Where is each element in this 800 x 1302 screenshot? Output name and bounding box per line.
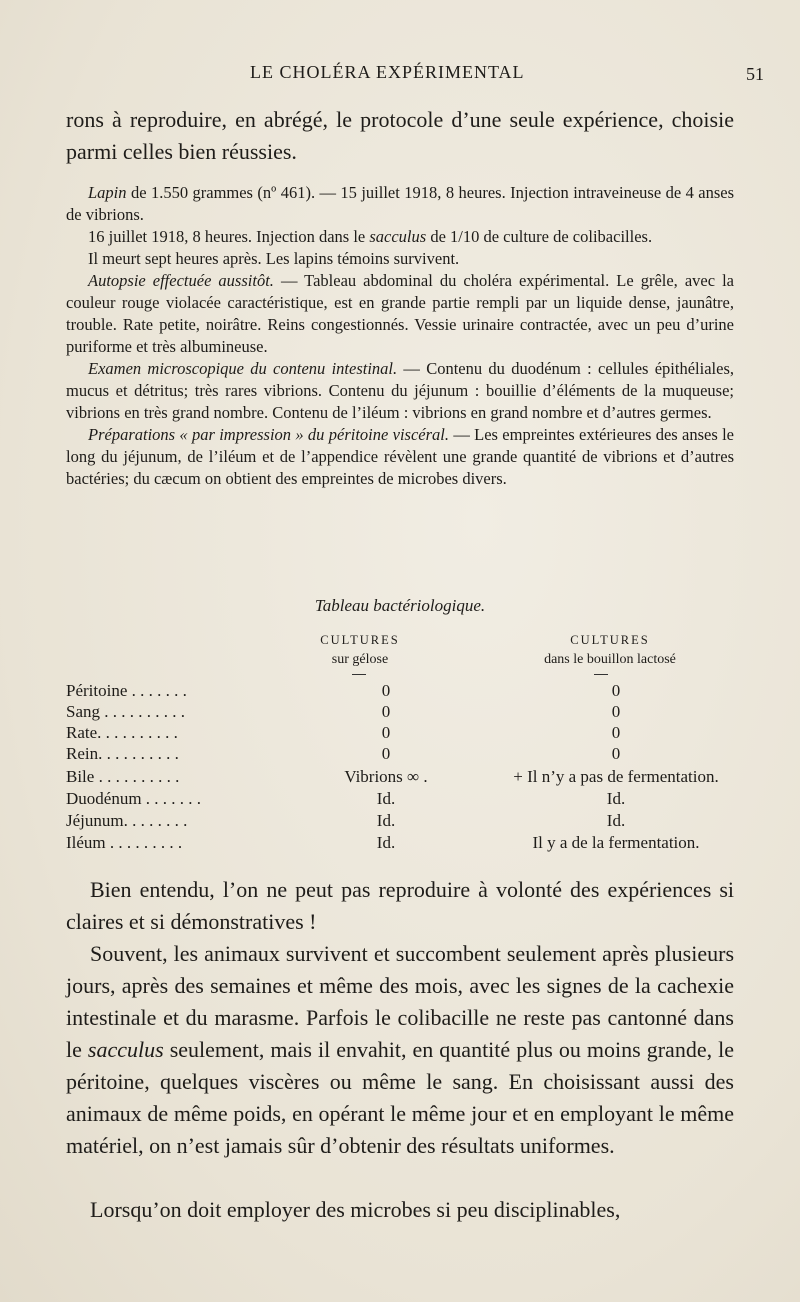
cell-gelose: 0 — [381, 681, 391, 700]
autopsy-text: — Tableau abdominal du choléra expérimental. Le grêle, avec la couleur rouge violacée caractéristique, est en grande partie rempli par un liquide dense, jaunâtre, trouble. Rate petite, noirâtre. Reins congestionnés. Vessie urinaire contractée, avec un peu d’urine puriforme et très albumineuse. — [66, 271, 734, 356]
column-header-caps: CULTURES — [320, 633, 400, 647]
cell-bouillon: Id. — [606, 789, 626, 808]
column-rule — [594, 674, 608, 675]
preparation-text: — Les empreintes extérieures des anses le long du jéjunum, de l’iléum et de l’appendice révèlent une grande quantité de vibrions et d’autres bactéries; du cæcum on obtient des empreintes de microbes divers. — [66, 425, 734, 488]
cell-gelose: 0 — [381, 744, 391, 763]
protocol-text: de 1/10 de culture de colibacilles. — [426, 227, 653, 246]
row-label: Bile . . . . . . . . . . — [66, 767, 180, 786]
column-header-bouillon — [520, 630, 700, 670]
paragraph-text: Souvent, les animaux survivent et succombent seulement après plusieurs jours, après des semaines et même des mois, avec les signes de la cachexie intestinale et du marasme. Parfois le colibacille ne reste pas cantonné dans le — [66, 941, 734, 1062]
paragraph-intro: rons à reproduire, en abrégé, le protocole d’une seule expérience, choisie parmi celles bien réussies. — [66, 107, 734, 164]
preparation-paragraph — [66, 424, 734, 490]
paragraph-bien-entendu: Bien entendu, l’on ne peut pas reproduire à volonté des expériences si claires et si démonstratives ! — [66, 877, 734, 934]
paragraph-lorsquon: Lorsqu’on doit employer des microbes si peu disciplinables, — [90, 1197, 621, 1222]
page-header — [0, 62, 800, 88]
protocol-line-1 — [66, 182, 734, 226]
cell-gelose: Id. — [376, 811, 396, 830]
paragraph-souvent — [66, 938, 734, 1162]
autopsy-paragraph — [66, 270, 734, 358]
cell-gelose: Id. — [376, 833, 396, 852]
exam-text: — Contenu du duodénum : cellules épithéliales, mucus et détritus; très rares vibrions. Contenu du jéjunum : bouillie d’éléments de la muqueuse; vibrions en très grand nombre. Contenu de l’iléum : vibrions en grand nombre et d’autres germes. — [66, 359, 734, 422]
table-row — [66, 681, 766, 703]
row-label: Rein. . . . . . . . . . — [66, 744, 179, 763]
column-header-sub: dans le bouillon lactosé — [544, 652, 676, 667]
cell-gelose: Vibrions ∞ . — [344, 767, 428, 786]
protocol-line-2 — [66, 226, 734, 248]
cell-gelose: 0 — [381, 702, 391, 721]
column-header-caps: CULTURES — [570, 633, 650, 647]
cell-bouillon: 0 — [611, 681, 621, 700]
table-row — [66, 723, 766, 745]
column-rule — [352, 674, 366, 675]
table-title: Tableau bactériologique. — [314, 596, 486, 615]
row-label: Duodénum . . . . . . . — [66, 789, 202, 808]
table-row — [66, 744, 766, 766]
row-label: Péritoine . . . . . . . — [66, 681, 187, 700]
column-header-gelose — [300, 630, 420, 670]
protocol-text: 16 juillet 1918, 8 heures. Injection dans le — [88, 227, 370, 246]
paragraph-italic: sacculus — [87, 1037, 164, 1062]
table-row — [66, 767, 766, 789]
protocol-text: de 1.550 grammes (nº 461). — 15 juillet 1918, 8 heures. Injection intraveineuse de 4 anses de vibrions. — [66, 183, 734, 224]
protocol-block — [66, 182, 734, 490]
cell-bouillon: Id. — [606, 811, 626, 830]
autopsy-lead: Autopsie effectuée aussitôt. — [88, 271, 274, 290]
cell-gelose: Id. — [376, 789, 396, 808]
table-row — [66, 702, 766, 724]
protocol-italic: sacculus — [369, 227, 427, 246]
page-number: 51 — [746, 64, 764, 84]
exam-lead: Examen microscopique du contenu intestinal. — [88, 359, 398, 378]
cell-bouillon: 0 — [611, 723, 621, 742]
column-header-sub: sur gélose — [331, 652, 389, 667]
cell-bouillon: 0 — [611, 702, 621, 721]
row-label: Jéjunum. . . . . . . . — [66, 811, 188, 830]
row-label: Rate. . . . . . . . . . — [66, 723, 178, 742]
preparation-lead: Préparations « par impression » du péritoine viscéral. — [88, 425, 449, 444]
cell-bouillon: + Il n’y a pas de fermentation. — [513, 767, 719, 786]
protocol-line-3: Il meurt sept heures après. Les lapins témoins survivent. — [88, 249, 460, 268]
paragraph-text: seulement, mais il envahit, en quantité plus ou moins grande, le péritoine, quelques viscères ou même le sang. En choisissant aussi des animaux de même poids, en opérant le même jour et en employant le même matériel, on n’est jamais sûr d’obtenir des résultats uniformes. — [66, 1037, 734, 1158]
row-label: Iléum . . . . . . . . . — [66, 833, 183, 852]
row-label: Sang . . . . . . . . . . — [66, 702, 185, 721]
cell-bouillon: Il y a de la fermentation. — [532, 833, 700, 852]
cell-bouillon: 0 — [611, 744, 621, 763]
exam-paragraph — [66, 358, 734, 424]
cell-gelose: 0 — [381, 723, 391, 742]
table-row — [66, 789, 766, 811]
protocol-lead: Lapin — [88, 183, 127, 202]
table-row — [66, 833, 766, 855]
table-row — [66, 811, 766, 833]
running-title: LE CHOLÉRA EXPÉRIMENTAL — [250, 62, 525, 82]
